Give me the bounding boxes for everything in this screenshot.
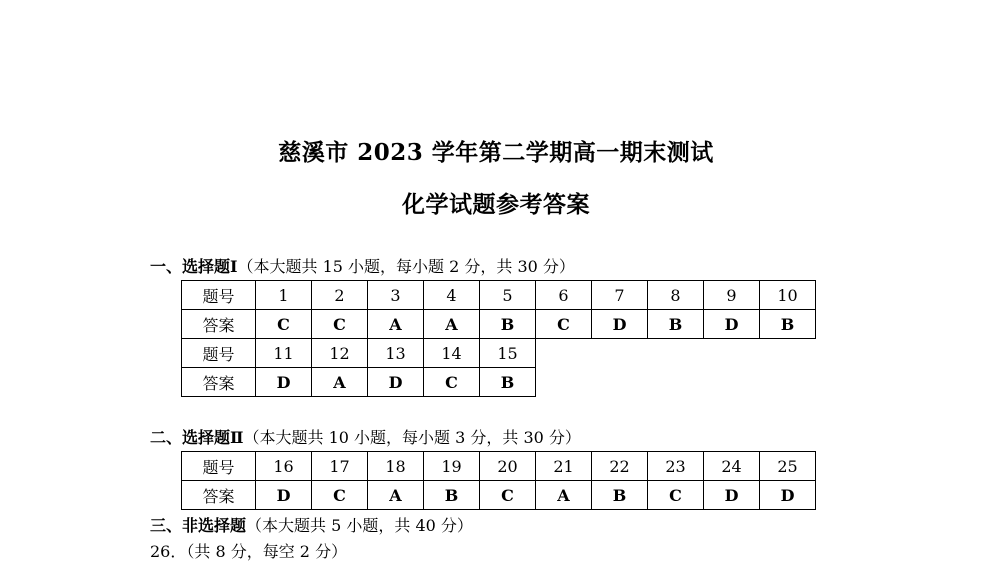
answer-value: D xyxy=(256,481,312,510)
question-number: 20 xyxy=(480,452,536,481)
row-label-question: 题号 xyxy=(182,281,256,310)
empty-cell xyxy=(648,368,704,397)
row-label-question: 题号 xyxy=(182,452,256,481)
row-label-question: 题号 xyxy=(182,339,256,368)
answer-table-choice-1 xyxy=(181,280,816,397)
section-heading-choice-1 xyxy=(150,254,575,277)
question-number: 12 xyxy=(312,339,368,368)
question-number: 23 xyxy=(648,452,704,481)
section-title: 三、非选择题 xyxy=(150,516,247,535)
section-heading-choice-2 xyxy=(150,425,581,448)
answer-table-choice-2 xyxy=(181,451,816,510)
answer-value: B xyxy=(480,310,536,339)
question-number: 7 xyxy=(592,281,648,310)
section-title: 一、选择题Ⅰ xyxy=(150,257,238,276)
answer-value: C xyxy=(648,481,704,510)
section-note: （本大题共 15 小题，每小题 2 分，共 30 分） xyxy=(237,257,575,276)
answer-value: A xyxy=(368,310,424,339)
answer-value: C xyxy=(312,481,368,510)
question-number: 6 xyxy=(536,281,592,310)
question-number: 1 xyxy=(256,281,312,310)
question-number: 9 xyxy=(704,281,760,310)
question-number: 22 xyxy=(592,452,648,481)
question-number: 18 xyxy=(368,452,424,481)
table-row-question-numbers xyxy=(182,281,816,310)
section-heading-non-choice xyxy=(150,513,473,536)
empty-cell xyxy=(704,339,760,368)
document-subtitle: 化学试题参考答案 xyxy=(402,191,590,218)
answer-value: D xyxy=(256,368,312,397)
answer-value: D xyxy=(760,481,816,510)
question-number: 10 xyxy=(760,281,816,310)
answer-value: D xyxy=(592,310,648,339)
answer-value: B xyxy=(648,310,704,339)
answer-value: A xyxy=(368,481,424,510)
question-number: 16 xyxy=(256,452,312,481)
answer-value: A xyxy=(424,310,480,339)
question-number: 24 xyxy=(704,452,760,481)
answer-value: C xyxy=(256,310,312,339)
question-number: 13 xyxy=(368,339,424,368)
answer-value: C xyxy=(424,368,480,397)
section-title: 二、选择题Ⅱ xyxy=(150,428,244,447)
answer-value: D xyxy=(368,368,424,397)
section-note: （本大题共 10 小题，每小题 3 分，共 30 分） xyxy=(243,428,581,447)
answer-value: D xyxy=(704,481,760,510)
answer-value: C xyxy=(480,481,536,510)
answer-value: D xyxy=(704,310,760,339)
table-row-question-numbers xyxy=(182,452,816,481)
empty-cell xyxy=(648,339,704,368)
question-number: 5 xyxy=(480,281,536,310)
question-number: 25 xyxy=(760,452,816,481)
empty-cell xyxy=(760,368,816,397)
answer-value: C xyxy=(536,310,592,339)
empty-cell xyxy=(704,368,760,397)
answer-value: C xyxy=(312,310,368,339)
question-number: 19 xyxy=(424,452,480,481)
answer-value: B xyxy=(480,368,536,397)
question-number: 3 xyxy=(368,281,424,310)
answer-value: B xyxy=(424,481,480,510)
row-label-answer: 答案 xyxy=(182,310,256,339)
question-number: 2 xyxy=(312,281,368,310)
document-title: 慈溪市 2023 学年第二学期高一期末测试 xyxy=(278,139,714,166)
empty-cell xyxy=(536,368,592,397)
row-label-answer: 答案 xyxy=(182,481,256,510)
table-row-answers xyxy=(182,368,816,397)
question-number: 21 xyxy=(536,452,592,481)
answer-value: A xyxy=(536,481,592,510)
empty-cell xyxy=(592,368,648,397)
question-number: 17 xyxy=(312,452,368,481)
question-number: 15 xyxy=(480,339,536,368)
empty-cell xyxy=(592,339,648,368)
question-number: 8 xyxy=(648,281,704,310)
question-number: 14 xyxy=(424,339,480,368)
answer-value: A xyxy=(312,368,368,397)
table-row-question-numbers xyxy=(182,339,816,368)
empty-cell xyxy=(536,339,592,368)
answer-value: B xyxy=(760,310,816,339)
section-note: （本大题共 5 小题，共 40 分） xyxy=(246,516,473,535)
table-row-answers xyxy=(182,310,816,339)
question-26-heading: 26．（共 8 分，每空 2 分） xyxy=(150,542,348,561)
answer-value: B xyxy=(592,481,648,510)
row-label-answer: 答案 xyxy=(182,368,256,397)
table-row-answers xyxy=(182,481,816,510)
empty-cell xyxy=(760,339,816,368)
question-number: 4 xyxy=(424,281,480,310)
question-number: 11 xyxy=(256,339,312,368)
